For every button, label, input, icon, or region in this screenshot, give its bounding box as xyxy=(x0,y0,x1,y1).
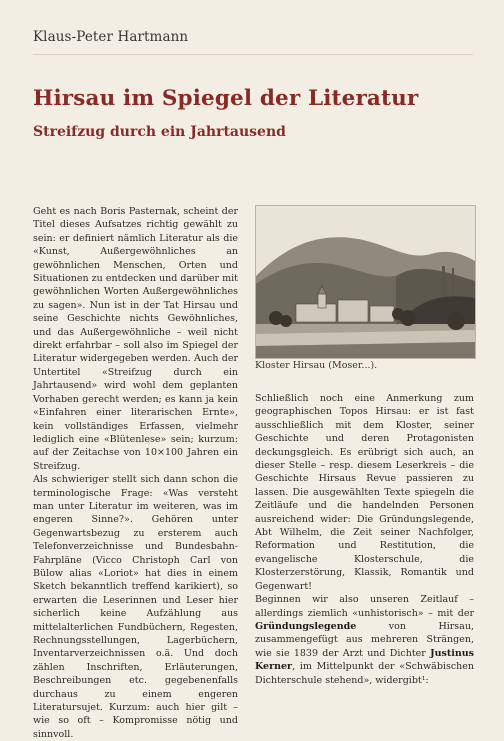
bold-name-justinus-kerner: Justinus Kerner xyxy=(255,647,474,673)
author-name: Klaus-Peter Hartmann xyxy=(33,29,189,45)
paragraph-gruendungslegende xyxy=(255,593,474,687)
kloster-hirsau-engraving xyxy=(255,205,476,359)
text-run: Beginnen wir also unseren Zeitlauf – allerdings ziemlich «unhistorisch» – mit der xyxy=(255,594,474,619)
article-title: Hirsau im Spiegel der Literatur xyxy=(33,86,419,111)
text-run: , im Mittelpunkt der «Schwäbischen Dichterschule stehend», widergibt¹: xyxy=(255,661,474,686)
landscape-illustration xyxy=(256,206,475,358)
paragraph-terminology: Als schwieriger stellt sich dann schon die terminologische Frage: «Was versteht man unter Literatur im weiteren, was im engeren Sinne?». Gehören unter Gegenwartsbezug zu ersterem auch Telefonverzeichnisse und Bundesbahn-Fahrpläne (Vicco Christoph Carl von Bülow alias «Loriot» hat dies in einem Sketch bekanntlich treffend karikiert), so erwarten die Leserinnen und Leser hier sicherlich keine Aufzählung aus mittelalterlichen Fundbüchern, Regesten, Rechnungsstellungen, Lagerbüchern, Inventarverzeichnissen o.ä. Und doch zählen Inschriften, Erläuterungen, Beschreibungen etc. gegebenenfalls durchaus zu einem engeren Literatursujet. Kurzum: auch hier gilt – wie so oft – Kompromisse nötig und sinnvoll. xyxy=(33,474,238,740)
paragraph-topos: Schließlich noch eine Anmerkung zum geographischen Topos Hirsau: er ist fast ausschließlich mit dem Kloster, seiner Geschichte und deren Protagonisten deckungsgleich. Es erübrigt sich auch, an dieser Stelle – resp. diesem Leserkreis – die Geschichte Hirsaus Revue passieren zu lassen. Die ausgewählten Texte spiegeln die Zeitläufe und die handelnden Personen ausreichend wider: Die Gründungslegende, Abt Wilhelm, die Zeit seiner Nachfolger, Reformation und Restitution, die evangelische Klosterschule, die Klosterzerstörung, Klassik, Romantik und Gegenwart! xyxy=(255,393,474,592)
header-rule xyxy=(33,54,473,55)
figure-caption: Kloster Hirsau (Moser...). xyxy=(255,360,378,371)
article-subtitle: Streifzug durch ein Jahrtausend xyxy=(33,124,286,140)
right-text-column xyxy=(255,392,474,687)
bold-term-gruendungslegende: Gründungslegende xyxy=(255,620,357,632)
left-text-column xyxy=(33,205,238,741)
text-run: von Hirsau, zusammengefügt aus mehreren Strängen, wie sie 1839 der Arzt und Dichter xyxy=(255,620,474,659)
paragraph-intro: Geht es nach Boris Pasternak, scheint der Titel dieses Aufsatzes richtig gewählt zu sein: er definiert nämlich Literatur als die «Kunst, Außergewöhnliches an gewöhnlichen Menschen, Orten und Situationen zu entdecken und darüber mit gewöhnlichen Worten Außergewöhnliches zu sagen». Nun ist in der Tat Hirsau und seine Geschichte nichts Gewöhnliches, und das Außergewöhnliche – weil nicht direkt erfahrbar – soll also im Spiegel der Literatur widergegeben werden. Auch der Untertitel «Streifzug durch ein Jahrtausend» wird wohl dem geplanten Vorhaben gerecht werden; es kann ja kein «Einfahren einer literarischen Ernte», kein vollständiges Erfassen, vielmehr lediglich eine «Blütenlese» sein; kurzum: auf der Zeitachse von 10×100 Jahren ein Streifzug. xyxy=(33,206,238,472)
